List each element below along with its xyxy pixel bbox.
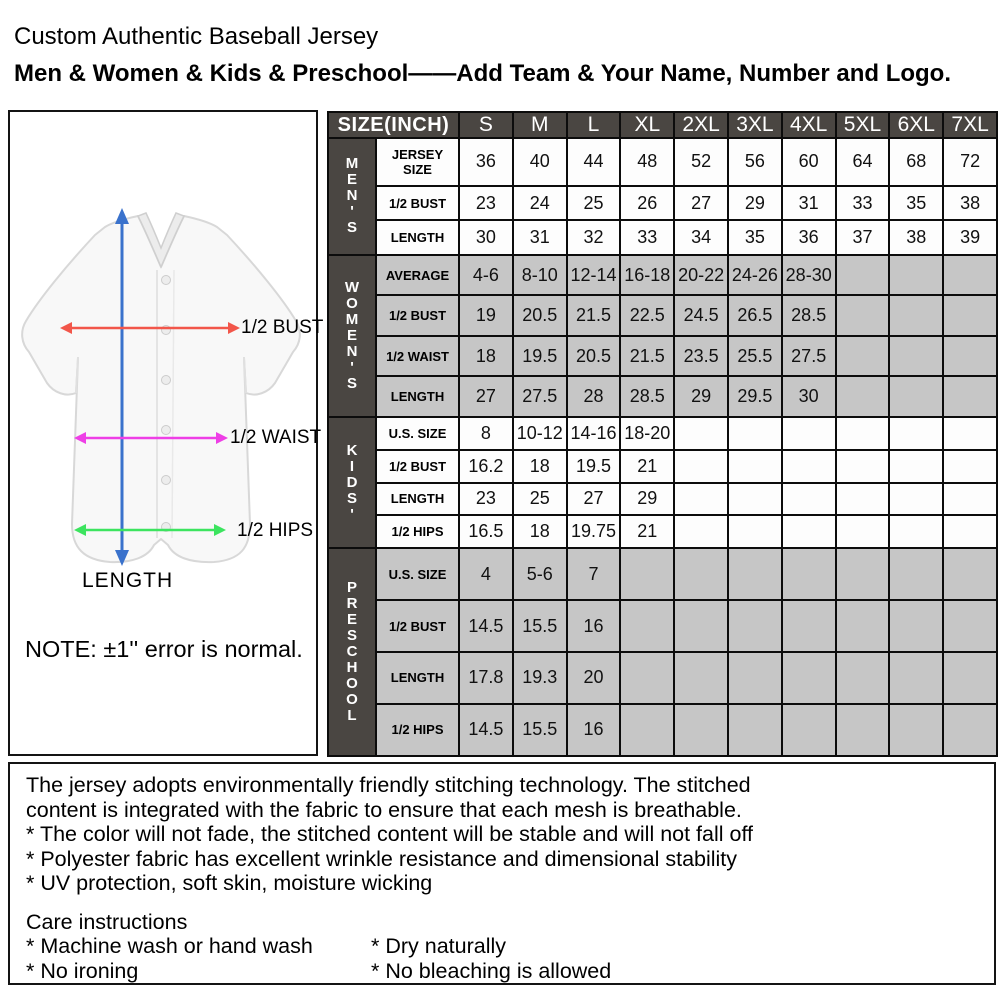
size-value: 14.5 [459,600,513,652]
care-item: * Machine wash or hand wash [26,934,313,958]
size-value [674,652,728,704]
size-value [728,483,782,516]
section-band-womens: W O M E N ' S [328,255,376,417]
size-value [889,417,943,450]
size-value: 15.5 [513,704,567,756]
size-value: 32 [567,220,621,254]
size-value: 21 [620,515,674,548]
size-value [943,483,997,516]
size-value: 18 [513,515,567,548]
size-value [889,336,943,377]
size-value: 25 [513,483,567,516]
table-row [328,483,997,516]
header-size-m: M [513,112,567,138]
size-value: 8-10 [513,255,567,296]
size-value [889,548,943,600]
size-value: 44 [567,138,621,186]
description-line: * UV protection, soft skin, moisture wicking [26,871,433,895]
row-label: 1/2 BUST [376,600,459,652]
size-value [782,704,836,756]
size-value [943,600,997,652]
description-lines [26,773,978,896]
size-value: 23 [459,483,513,516]
size-value: 31 [513,220,567,254]
size-value: 36 [782,220,836,254]
size-value: 27.5 [782,336,836,377]
size-value: 29.5 [728,376,782,417]
section-band-kids: K I D S ' [328,417,376,548]
size-value [620,600,674,652]
size-value [836,417,890,450]
size-value [836,704,890,756]
size-value: 20.5 [567,336,621,377]
size-value: 20.5 [513,295,567,336]
row-label: LENGTH [376,220,459,254]
header-size-7xl: 7XL [943,112,997,138]
size-value [620,652,674,704]
size-value [943,652,997,704]
description-line: The jersey adopts environmentally friendly stitching technology. The stitched [26,773,751,797]
size-value [728,515,782,548]
care-item: * Dry naturally [371,934,507,958]
size-value [782,548,836,600]
size-value: 33 [620,220,674,254]
size-value [782,450,836,483]
size-value: 23.5 [674,336,728,377]
row-label: 1/2 BUST [376,295,459,336]
size-value: 16.5 [459,515,513,548]
size-value: 24-26 [728,255,782,296]
size-value: 60 [782,138,836,186]
table-header-row [328,112,997,138]
size-table [327,111,998,757]
size-value: 5-6 [513,548,567,600]
row-label: 1/2 BUST [376,450,459,483]
size-value: 29 [674,376,728,417]
size-value: 68 [889,138,943,186]
size-value: 28.5 [620,376,674,417]
section-band-mens: M E N ' S [328,138,376,255]
size-value: 26 [620,186,674,220]
care-title: Care instructions [26,909,188,934]
table-row [328,186,997,220]
size-value [674,515,728,548]
size-value: 27 [674,186,728,220]
size-value [836,515,890,548]
size-value: 8 [459,417,513,450]
size-value: 18 [513,450,567,483]
size-value [782,515,836,548]
header-size-xl: XL [620,112,674,138]
table-row [328,450,997,483]
size-value [620,548,674,600]
size-value: 16 [567,704,621,756]
header-size-s: S [459,112,513,138]
hips-label: 1/2 HIPS [237,520,314,541]
size-value: 31 [782,186,836,220]
jersey-shape [22,213,300,562]
size-value [943,704,997,756]
table-row [328,600,997,652]
size-value: 18-20 [620,417,674,450]
size-value: 17.8 [459,652,513,704]
waist-label: 1/2 WAIST [230,427,322,448]
header-size-3xl: 3XL [728,112,782,138]
size-value: 14.5 [459,704,513,756]
header-size-6xl: 6XL [889,112,943,138]
size-value: 30 [459,220,513,254]
size-value [889,483,943,516]
table-row [328,515,997,548]
size-value [674,417,728,450]
size-value: 28.5 [782,295,836,336]
size-value: 25.5 [728,336,782,377]
size-value [674,548,728,600]
size-value: 21.5 [620,336,674,377]
size-value: 29 [620,483,674,516]
row-label: AVERAGE [376,255,459,296]
size-value: 27.5 [513,376,567,417]
row-label: U.S. SIZE [376,417,459,450]
size-value: 19.5 [513,336,567,377]
section-band-preschool: P R E S C H O O L [328,548,376,756]
size-value: 52 [674,138,728,186]
size-value: 20 [567,652,621,704]
size-value: 24.5 [674,295,728,336]
size-value [728,704,782,756]
size-value: 29 [728,186,782,220]
size-value: 38 [943,186,997,220]
size-value [836,255,890,296]
description-line: content is integrated with the fabric to ensure that each mesh is breathable. [26,797,742,822]
description-line: * Polyester fabric has excellent wrinkle resistance and dimensional stability [26,846,738,871]
table-row [328,138,997,186]
size-value [782,652,836,704]
page-subtitle: Men & Women & Kids & Preschool——Add Team & Your Name, Number and Logo. [14,60,951,87]
table-row [328,255,997,296]
size-value [728,450,782,483]
row-label: 1/2 BUST [376,186,459,220]
size-value [620,704,674,756]
measurement-diagram-panel [8,110,324,756]
row-label: 1/2 HIPS [376,704,459,756]
size-value [728,417,782,450]
size-value: 56 [728,138,782,186]
size-value: 48 [620,138,674,186]
size-value: 21.5 [567,295,621,336]
row-label: JERSEY SIZE [376,138,459,186]
size-value: 4-6 [459,255,513,296]
row-label: U.S. SIZE [376,548,459,600]
size-value: 38 [889,220,943,254]
size-value [728,600,782,652]
size-value: 15.5 [513,600,567,652]
table-row [328,704,997,756]
size-value [836,336,890,377]
size-value [836,295,890,336]
row-label: 1/2 WAIST [376,336,459,377]
size-value: 10-12 [513,417,567,450]
size-value: 16-18 [620,255,674,296]
size-value: 12-14 [567,255,621,296]
note-text: NOTE: ±1'' error is normal. [25,636,303,662]
size-value: 33 [836,186,890,220]
size-value [889,652,943,704]
size-value [836,600,890,652]
size-value: 39 [943,220,997,254]
size-value: 30 [782,376,836,417]
size-value: 40 [513,138,567,186]
size-value [943,548,997,600]
size-value [782,417,836,450]
size-value [836,483,890,516]
table-row [328,417,997,450]
size-value: 23 [459,186,513,220]
table-row [328,295,997,336]
size-value [674,704,728,756]
size-value: 16 [567,600,621,652]
size-value: 14-16 [567,417,621,450]
size-value [836,450,890,483]
size-value [889,704,943,756]
size-value: 22.5 [620,295,674,336]
length-label: LENGTH [82,569,174,592]
size-value: 7 [567,548,621,600]
care-item: * No bleaching is allowed [371,958,612,983]
size-value [889,515,943,548]
size-value: 19 [459,295,513,336]
size-value [943,376,997,417]
header-size-5xl: 5XL [836,112,890,138]
size-value [728,652,782,704]
size-value [943,255,997,296]
size-value: 28 [567,376,621,417]
table-row [328,376,997,417]
size-value: 26.5 [728,295,782,336]
table-row [328,336,997,377]
row-label: LENGTH [376,376,459,417]
size-value: 27 [567,483,621,516]
size-value: 24 [513,186,567,220]
size-value: 19.3 [513,652,567,704]
size-value [836,652,890,704]
size-value: 16.2 [459,450,513,483]
size-value: 27 [459,376,513,417]
size-value: 35 [889,186,943,220]
page-title: Custom Authentic Baseball Jersey [14,23,379,50]
size-value [782,483,836,516]
size-value [889,295,943,336]
size-value: 72 [943,138,997,186]
size-value: 28-30 [782,255,836,296]
size-value [782,600,836,652]
size-value: 34 [674,220,728,254]
size-value [889,376,943,417]
header-size-inch: SIZE(INCH) [328,112,459,138]
size-value: 18 [459,336,513,377]
table-row [328,548,997,600]
bust-label: 1/2 BUST [241,317,324,338]
size-value: 36 [459,138,513,186]
size-value [943,295,997,336]
size-value [943,336,997,377]
size-table-container [327,111,996,757]
size-value [836,376,890,417]
size-value [889,600,943,652]
header-size-4xl: 4XL [782,112,836,138]
product-description-box [8,762,996,985]
size-value [943,515,997,548]
size-value [836,548,890,600]
care-item: * No ironing [26,958,139,983]
description-line: * The color will not fade, the stitched content will be stable and will not fall off [26,822,754,846]
care-items [26,934,978,983]
size-value [889,450,943,483]
header-size-l: L [567,112,621,138]
header-size-2xl: 2XL [674,112,728,138]
size-value: 19.75 [567,515,621,548]
table-row [328,220,997,254]
size-value: 20-22 [674,255,728,296]
size-value: 4 [459,548,513,600]
size-value: 19.5 [567,450,621,483]
table-row [328,652,997,704]
size-value [674,483,728,516]
size-value [889,255,943,296]
row-label: LENGTH [376,652,459,704]
size-value: 35 [728,220,782,254]
size-value: 25 [567,186,621,220]
size-value: 37 [836,220,890,254]
size-value: 21 [620,450,674,483]
size-value [674,450,728,483]
row-label: LENGTH [376,483,459,516]
size-value: 64 [836,138,890,186]
size-value [728,548,782,600]
row-label: 1/2 HIPS [376,515,459,548]
size-value [674,600,728,652]
size-value [943,450,997,483]
size-value [943,417,997,450]
